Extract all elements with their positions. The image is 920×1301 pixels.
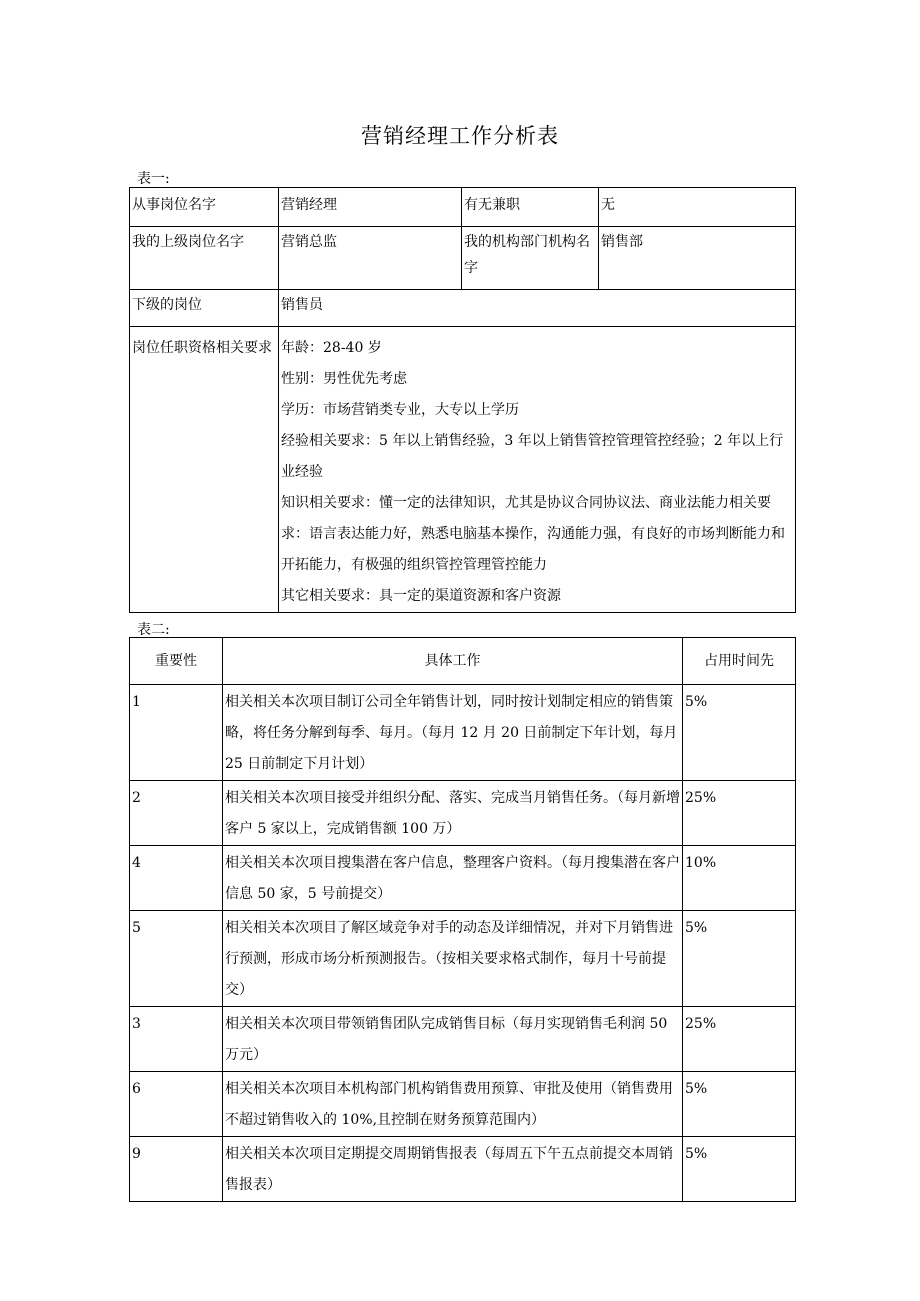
- table-row: [130, 1137, 796, 1202]
- table-row: [130, 1007, 796, 1072]
- requirements-list: [279, 327, 796, 613]
- requirements-label: 岗位任职资格相关要求: [130, 327, 279, 613]
- row-rank: 5: [130, 911, 223, 1007]
- table-row: [130, 1072, 796, 1137]
- requirement-age: 年龄：28-40 岁: [281, 340, 382, 356]
- row-work: 相关相关本次项目带领销售团队完成销售目标（每月实现销售毛利润 50 万元）: [223, 1007, 683, 1072]
- parttime-value: 无: [599, 188, 796, 227]
- row-rank: 2: [130, 781, 223, 846]
- row-time: 5%: [683, 1137, 796, 1202]
- row-rank: 9: [130, 1137, 223, 1202]
- table1-caption: 表一:: [137, 171, 170, 187]
- subordinate-label: 下级的岗位: [130, 290, 279, 327]
- page-title: 营销经理工作分析表: [361, 124, 559, 148]
- requirement-education: 学历：市场营销类专业，大专以上学历: [281, 402, 519, 418]
- row-work: 相关相关本次项目定期提交周期销售报表（每周五下午五点前提交本周销售报表）: [223, 1137, 683, 1202]
- row-work: 相关相关本次项目制订公司全年销售计划，同时按计划制定相应的销售策略，将任务分解到每季、每月。（每月 12 月 20 日前制定下年计划，每月 25 日前制定下月计划）: [223, 685, 683, 781]
- table-row: [130, 911, 796, 1007]
- row-rank: 3: [130, 1007, 223, 1072]
- dept-label: 我的机构部门机构名字: [462, 227, 599, 290]
- dept-value: 销售部: [599, 227, 796, 290]
- row-time: 25%: [683, 781, 796, 846]
- table-header-row: [130, 638, 796, 685]
- row-work: 相关相关本次项目搜集潜在客户信息，整理客户资料。（每月搜集潜在客户信息 50 家，5 号前提交）: [223, 846, 683, 911]
- job-info-table: [129, 187, 796, 613]
- parttime-label: 有无兼职: [462, 188, 599, 227]
- row-time: 10%: [683, 846, 796, 911]
- post-label: 从事岗位名字: [130, 188, 279, 227]
- requirement-other: 其它相关要求：具一定的渠道资源和客户资源: [281, 588, 561, 604]
- row-time: 5%: [683, 911, 796, 1007]
- row-rank: 4: [130, 846, 223, 911]
- header-importance: 重要性: [130, 638, 223, 685]
- row-work: 相关相关本次项目本机构部门机构销售费用预算、审批及使用（销售费用不超过销售收入的 10%,且控制在财务预算范围内）: [223, 1072, 683, 1137]
- table-row: [130, 685, 796, 781]
- superior-label: 我的上级岗位名字: [130, 227, 279, 290]
- duties-table: [129, 637, 796, 1202]
- superior-value: 营销总监: [279, 227, 462, 290]
- requirement-gender: 性别：男性优先考虑: [281, 371, 407, 387]
- row-work: 相关相关本次项目了解区域竞争对手的动态及详细情况，并对下月销售进行预测，形成市场分析预测报告。（按相关要求格式制作，每月十号前提交）: [223, 911, 683, 1007]
- subordinate-value: 销售员: [279, 290, 796, 327]
- row-time: 5%: [683, 1072, 796, 1137]
- requirement-knowledge: 知识相关要求：懂一定的法律知识，尤其是协议合同协议法、商业法能力相关要求：语言表达能力好，熟悉电脑基本操作，沟通能力强，有良好的市场判断能力和开拓能力，有极强的组织管控管理管控能力: [281, 495, 785, 573]
- row-work: 相关相关本次项目接受并组织分配、落实、完成当月销售任务。（每月新增客户 5 家以上，完成销售额 100 万）: [223, 781, 683, 846]
- table-row: [130, 781, 796, 846]
- header-time: 占用时间先: [683, 638, 796, 685]
- row-time: 25%: [683, 1007, 796, 1072]
- table2-caption: 表二:: [137, 622, 170, 638]
- post-value: 营销经理: [279, 188, 462, 227]
- header-work: 具体工作: [223, 638, 683, 685]
- row-rank: 6: [130, 1072, 223, 1137]
- table-row: [130, 846, 796, 911]
- row-rank: 1: [130, 685, 223, 781]
- row-time: 5%: [683, 685, 796, 781]
- requirement-experience: 经验相关要求：5 年以上销售经验，3 年以上销售管控管理管控经验；2 年以上行业经验: [281, 433, 784, 480]
